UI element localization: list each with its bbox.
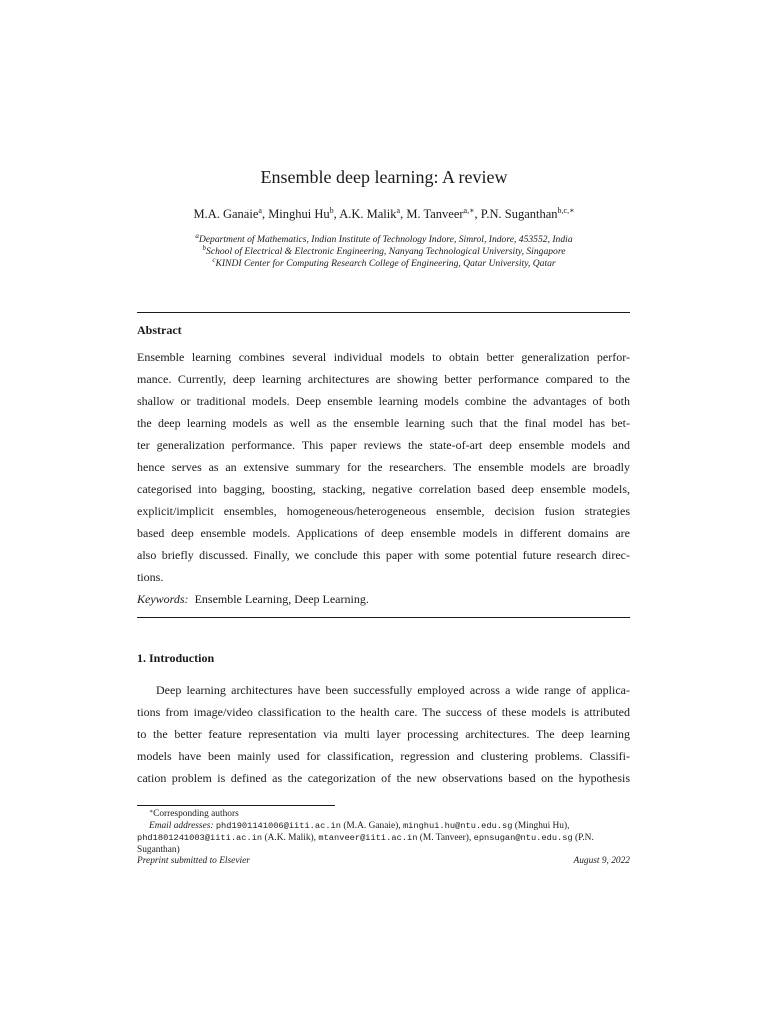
- abstract-body: [137, 346, 630, 610]
- email-owner: (M. Tanveer),: [419, 833, 472, 843]
- email-link[interactable]: phd1801241003@iiti.ac.in: [137, 833, 263, 843]
- author-name: Minghui Hu: [268, 207, 330, 221]
- email-owner: (Minghui Hu),: [514, 821, 570, 831]
- affiliation-mark: b: [202, 244, 207, 252]
- abstract-line: the deep learning models as well as the ensemble learning such that the final model has bet-: [137, 416, 630, 430]
- email-link[interactable]: phd1901141006@iiti.ac.in: [215, 821, 341, 831]
- footnote-rule: [137, 805, 335, 806]
- keywords-label: Keywords:: [137, 592, 189, 606]
- abstract-line: explicit/implicit ensembles, homogeneous/heterogeneous ensemble, decision fusion strategies: [137, 504, 630, 518]
- paper-title: Ensemble deep learning: A review: [260, 167, 508, 187]
- abstract-line: ter generalization performance. This paper reviews the state-of-art deep ensemble models and: [137, 438, 630, 452]
- email-owner-tail: Suganthan): [137, 845, 180, 855]
- keywords-line: [137, 588, 630, 610]
- abstract-line: also briefly discussed. Finally, we conclude this paper with some potential future research direc-: [137, 548, 630, 562]
- author-name: M. Tanveer: [406, 207, 464, 221]
- email-link[interactable]: epnsugan@ntu.edu.sg: [473, 833, 573, 843]
- author-separator: ,: [261, 207, 269, 221]
- author-separator: ,: [333, 207, 340, 221]
- footnote-mark: ∗: [149, 809, 154, 815]
- intro-line: models have been mainly used for classification, regression and clustering problems. Classifi-: [137, 749, 630, 763]
- affiliation-c: [0, 258, 768, 270]
- footnote-corresponding-text: Corresponding authors: [153, 809, 239, 819]
- email-link[interactable]: minghui.hu@ntu.edu.sg: [402, 821, 513, 831]
- abstract-line: tions.: [137, 570, 164, 584]
- email-owner: (P.N.: [575, 833, 594, 843]
- affiliation-text: School of Electrical & Electronic Engineering, Nanyang Technological University, Singapore: [206, 246, 566, 257]
- preprint-line: [137, 855, 630, 867]
- abstract-line: shallow or traditional models. Deep ensemble learning models combine the advantages of both: [137, 394, 630, 408]
- preprint-venue: Preprint submitted to Elsevier: [137, 856, 250, 866]
- author-separator: ,: [400, 207, 407, 221]
- footnote-corresponding: [137, 808, 630, 820]
- abstract-line: hence serves as an extensive summary for the researchers. The ensemble models are broadly: [137, 460, 630, 474]
- introduction-body: [137, 679, 630, 789]
- affiliation-mark: c: [212, 256, 216, 264]
- author-name: M.A. Ganaie: [193, 207, 259, 221]
- intro-line: to the better feature representation via multi layer processing architectures. The deep learning: [137, 727, 630, 741]
- intro-line: cation problem is defined as the categorization of the new observations based on the hypothesis: [137, 771, 630, 785]
- abstract-line: based deep ensemble models. Applications of deep ensemble models in different domains are: [137, 526, 630, 540]
- author-affiliation-mark: a,∗: [463, 206, 475, 215]
- abstract-top-rule: [137, 312, 630, 313]
- affiliation-b: [0, 246, 768, 258]
- preprint-date: August 9, 2022: [573, 856, 630, 866]
- section-heading-introduction: 1. Introduction: [137, 651, 215, 665]
- affiliation-a: [0, 234, 768, 246]
- email-owner: (M.A. Ganaie),: [343, 821, 401, 831]
- email-label: Email addresses:: [149, 821, 214, 831]
- abstract-heading: Abstract: [137, 323, 182, 337]
- author-affiliation-mark: b,c,∗: [557, 206, 575, 215]
- author-list: [0, 206, 768, 222]
- email-link[interactable]: mtanveer@iiti.ac.in: [318, 833, 418, 843]
- abstract-line: categorised into bagging, boosting, stacking, negative correlation based deep ensemble models,: [137, 482, 630, 496]
- abstract-line: mance. Currently, deep learning architectures are showing better performance compared to the: [137, 372, 630, 386]
- intro-line: tions from image/video classification to the health care. The success of these models is attributed: [137, 705, 630, 719]
- author-separator: ,: [474, 207, 481, 221]
- author-name: A.K. Malik: [339, 207, 397, 221]
- author-affiliation-mark: a: [258, 206, 262, 215]
- affiliation-text: KINDI Center for Computing Research College of Engineering, Qatar University, Qatar: [215, 258, 556, 269]
- affiliation-mark: a: [195, 232, 199, 240]
- abstract-bottom-rule: [137, 617, 630, 618]
- author-affiliation-mark: a: [396, 206, 401, 215]
- email-owner: (A.K. Malik),: [264, 833, 317, 843]
- affiliation-text: Department of Mathematics, Indian Institute of Technology Indore, Simrol, Indore, 453552, India: [198, 234, 573, 245]
- intro-line: Deep learning architectures have been successfully employed across a wide range of applica-: [156, 683, 630, 697]
- author-name: P.N. Suganthan: [480, 207, 558, 221]
- abstract-line: Ensemble learning combines several individual models to obtain better generalization perfor-: [137, 350, 630, 364]
- author-affiliation-mark: b: [329, 206, 334, 215]
- footnote-emails: [137, 820, 630, 856]
- keywords-text: Ensemble Learning, Deep Learning.: [194, 592, 369, 606]
